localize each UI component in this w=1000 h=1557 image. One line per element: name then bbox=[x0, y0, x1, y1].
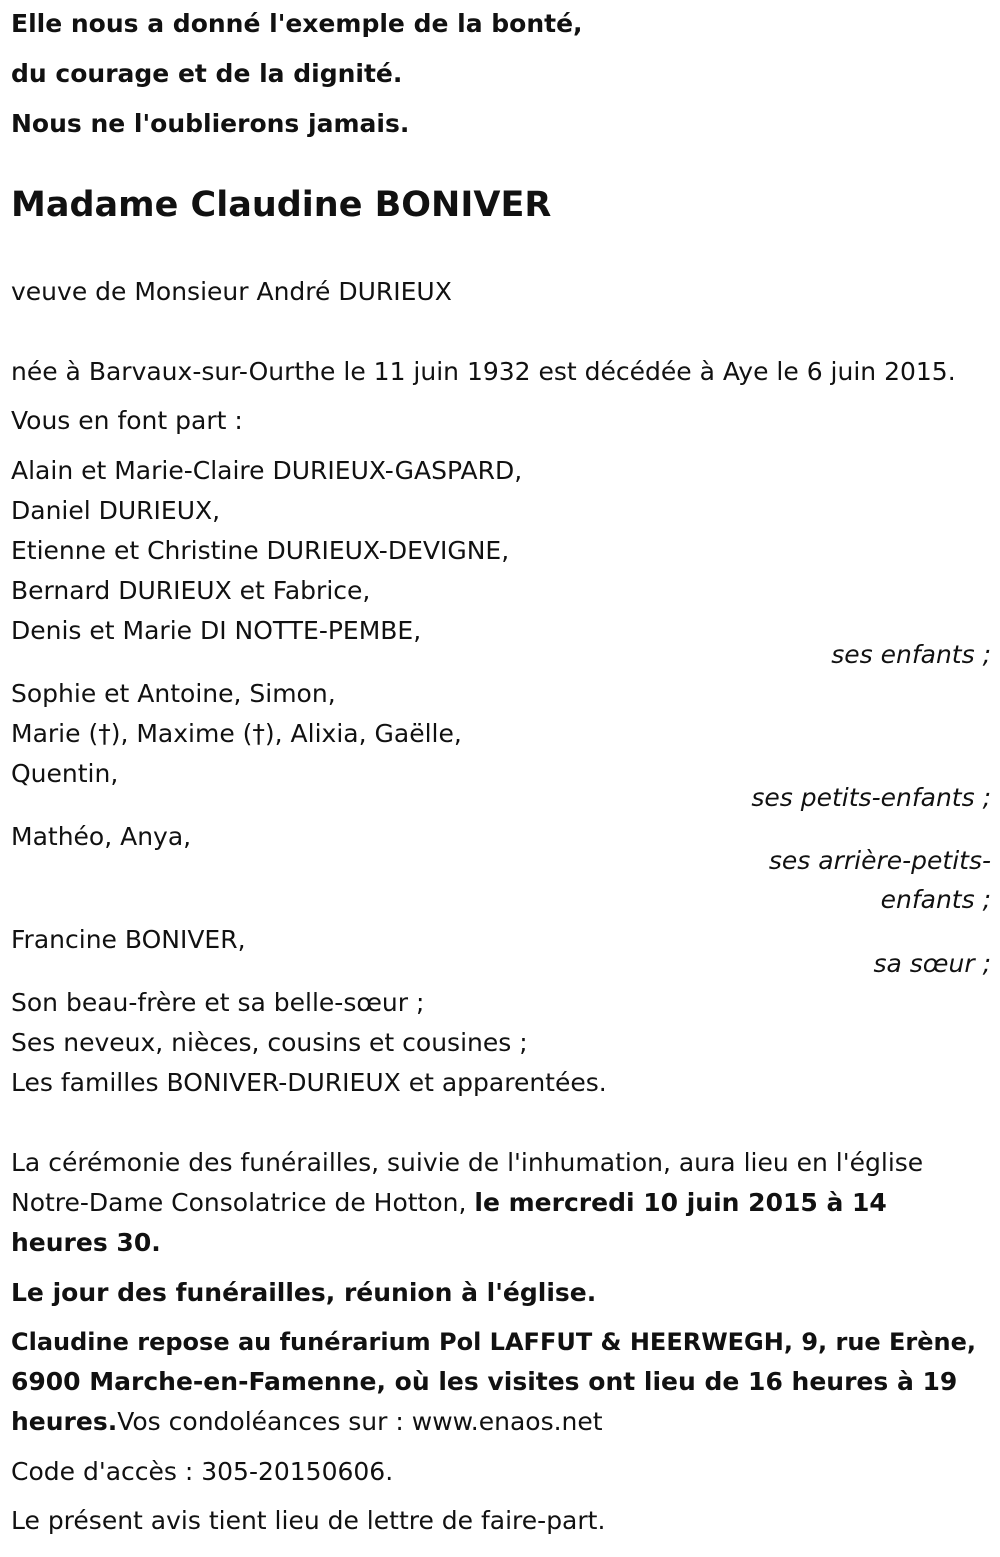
deceased-name: Madame Claudine BONIVER bbox=[11, 185, 552, 225]
access-code: Code d'accès : 305-20150606. bbox=[11, 1457, 394, 1486]
child-4: Bernard DURIEUX et Fabrice, bbox=[11, 576, 371, 605]
sister: Francine BONIVER, bbox=[11, 925, 246, 954]
grandchildren-label: ses petits-enfants ; bbox=[751, 783, 991, 812]
grandchild-1: Sophie et Antoine, Simon, bbox=[11, 679, 336, 708]
spouse-line: veuve de Monsieur André DURIEUX bbox=[11, 277, 452, 306]
child-1: Alain et Marie-Claire DURIEUX-GASPARD, bbox=[11, 456, 523, 485]
ceremony-line-2 bbox=[11, 1183, 887, 1223]
funerarium-line-1: Claudine repose au funérarium Pol LAFFUT & HEERWEGH, 9, rue Erène, bbox=[11, 1328, 977, 1356]
child-3: Etienne et Christine DURIEUX-DEVIGNE, bbox=[11, 536, 510, 565]
grandchild-2: Marie (†), Maxime (†), Alixia, Gaëlle, bbox=[11, 719, 462, 748]
closing-line: Le présent avis tient lieu de lettre de faire-part. bbox=[11, 1506, 606, 1535]
announcers-intro: Vous en font part : bbox=[11, 406, 243, 435]
visit-hours-end: heures. bbox=[11, 1407, 118, 1436]
epigraph-line-1: Elle nous a donné l'exemple de la bonté, bbox=[11, 9, 583, 38]
ceremony-place: Notre-Dame Consolatrice de Hotton, bbox=[11, 1188, 475, 1217]
other-relatives-2: Ses neveux, nièces, cousins et cousines ; bbox=[11, 1028, 528, 1057]
ceremony-date: le mercredi 10 juin 2015 à 14 bbox=[474, 1188, 887, 1217]
great-grandchildren: Mathéo, Anya, bbox=[11, 822, 192, 851]
sister-label: sa sœur ; bbox=[873, 949, 991, 978]
grandchild-3: Quentin, bbox=[11, 759, 119, 788]
great-grandchildren-label-1: ses arrière-petits- bbox=[768, 846, 991, 875]
ceremony-line-1: La cérémonie des funérailles, suivie de l'inhumation, aura lieu en l'église bbox=[11, 1148, 924, 1177]
other-relatives-1: Son beau-frère et sa belle-sœur ; bbox=[11, 988, 425, 1017]
child-5: Denis et Marie DI NOTTE-PEMBE, bbox=[11, 616, 422, 645]
child-2: Daniel DURIEUX, bbox=[11, 496, 221, 525]
other-relatives-3: Les familles BONIVER-DURIEUX et apparentées. bbox=[11, 1068, 607, 1097]
epigraph-line-2: du courage et de la dignité. bbox=[11, 59, 403, 88]
great-grandchildren-label-2: enfants ; bbox=[880, 885, 991, 914]
birth-death-line: née à Barvaux-sur-Ourthe le 11 juin 1932 est décédée à Aye le 6 juin 2015. bbox=[11, 357, 956, 386]
funerarium-line-3 bbox=[11, 1402, 603, 1442]
ceremony-time: heures 30. bbox=[11, 1228, 161, 1257]
children-label: ses enfants ; bbox=[831, 640, 991, 669]
meeting-info: Le jour des funérailles, réunion à l'église. bbox=[11, 1278, 597, 1307]
funerarium-line-2: 6900 Marche-en-Famenne, où les visites ont lieu de 16 heures à 19 bbox=[11, 1367, 958, 1396]
condolences-link: Vos condoléances sur : www.enaos.net bbox=[117, 1407, 603, 1436]
epigraph-line-3: Nous ne l'oublierons jamais. bbox=[11, 109, 410, 138]
